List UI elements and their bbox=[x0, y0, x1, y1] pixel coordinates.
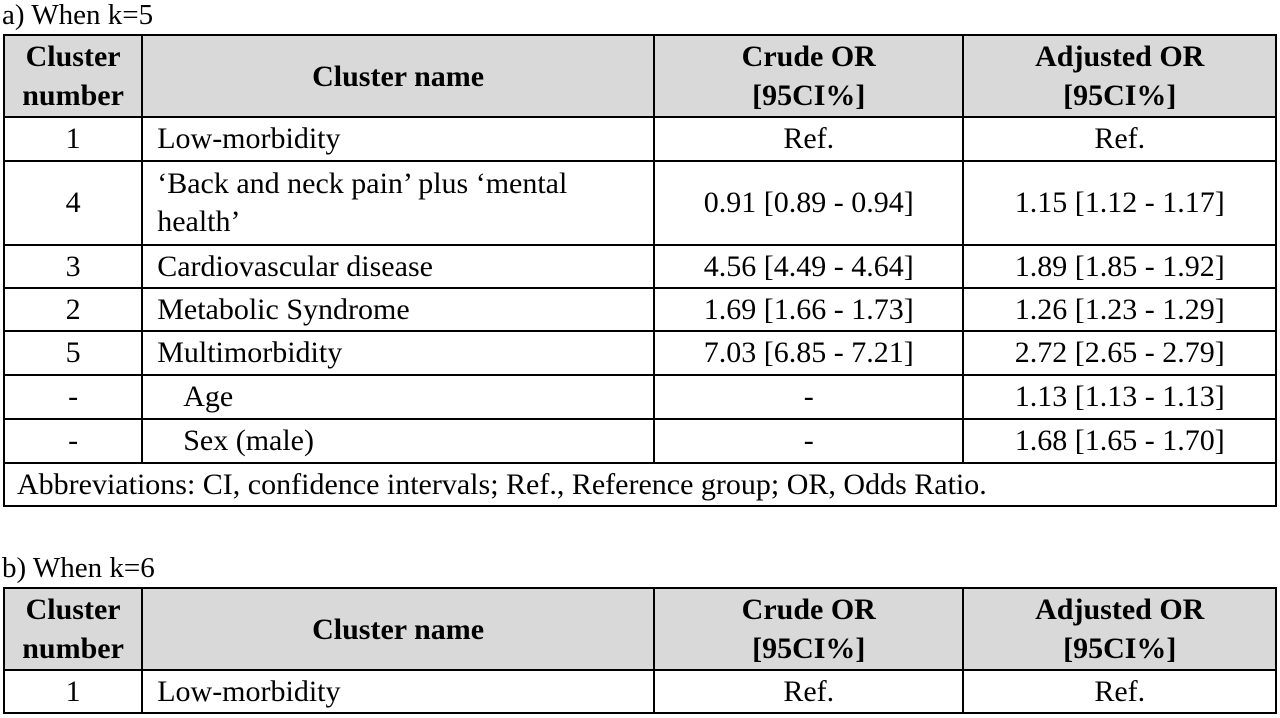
crude-or-cell: Ref. bbox=[654, 670, 963, 713]
table-row bbox=[4, 117, 1276, 161]
header-cluster-name: Cluster name bbox=[142, 35, 654, 117]
cluster-name-cell: Low-morbidity bbox=[142, 117, 654, 161]
adjusted-or-cell: 1.26 [1.23 - 1.29] bbox=[963, 288, 1276, 331]
cluster-number-cell: 1 bbox=[4, 117, 142, 161]
cluster-number-cell: - bbox=[4, 419, 142, 463]
adjusted-or-cell: 1.15 [1.12 - 1.17] bbox=[963, 161, 1276, 245]
cluster-number-cell: - bbox=[4, 375, 142, 419]
header-cluster-number: Cluster number bbox=[4, 588, 142, 670]
cluster-number-cell: 4 bbox=[4, 161, 142, 245]
adjusted-or-cell: Ref. bbox=[963, 117, 1276, 161]
table-header-row bbox=[4, 588, 1276, 670]
crude-or-cell: - bbox=[654, 419, 963, 463]
header-crude-or: Crude OR [95CI%] bbox=[654, 35, 963, 117]
table-a bbox=[3, 34, 1277, 507]
table-header-row bbox=[4, 35, 1276, 117]
table-a-caption: a) When k=5 bbox=[2, 0, 154, 31]
table-row bbox=[4, 331, 1276, 375]
cluster-number-cell: 2 bbox=[4, 288, 142, 331]
adjusted-or-cell: 1.68 [1.65 - 1.70] bbox=[963, 419, 1276, 463]
header-adjusted-or: Adjusted OR [95CI%] bbox=[963, 35, 1276, 117]
table-row bbox=[4, 419, 1276, 463]
crude-or-cell: 1.69 [1.66 - 1.73] bbox=[654, 288, 963, 331]
crude-or-cell: 4.56 [4.49 - 4.64] bbox=[654, 245, 963, 288]
cluster-name-cell: Cardiovascular disease bbox=[142, 245, 654, 288]
crude-or-cell: Ref. bbox=[654, 117, 963, 161]
cluster-name-cell: Low-morbidity bbox=[142, 670, 654, 713]
cluster-name-cell: Age bbox=[142, 375, 654, 419]
table-b-caption: b) When k=6 bbox=[2, 552, 155, 584]
crude-or-cell: 7.03 [6.85 - 7.21] bbox=[654, 331, 963, 375]
cluster-number-cell: 3 bbox=[4, 245, 142, 288]
header-cluster-name: Cluster name bbox=[142, 588, 654, 670]
cluster-name-cell: Metabolic Syndrome bbox=[142, 288, 654, 331]
cluster-name-cell: ‘Back and neck pain’ plus ‘mental health’ bbox=[142, 161, 654, 245]
adjusted-or-cell: 1.13 [1.13 - 1.13] bbox=[963, 375, 1276, 419]
table-row bbox=[4, 375, 1276, 419]
table-footnote-row bbox=[4, 463, 1276, 506]
table-b bbox=[3, 587, 1277, 714]
abbreviations-footnote: Abbreviations: CI, confidence intervals; Ref., Reference group; OR, Odds Ratio. bbox=[4, 463, 1276, 506]
table-row bbox=[4, 288, 1276, 331]
adjusted-or-cell: 1.89 [1.85 - 1.92] bbox=[963, 245, 1276, 288]
cluster-name-cell: Multimorbidity bbox=[142, 331, 654, 375]
crude-or-cell: - bbox=[654, 375, 963, 419]
adjusted-or-cell: Ref. bbox=[963, 670, 1276, 713]
cluster-name-cell: Sex (male) bbox=[142, 419, 654, 463]
header-crude-or: Crude OR [95CI%] bbox=[654, 588, 963, 670]
header-cluster-number: Cluster number bbox=[4, 35, 142, 117]
crude-or-cell: 0.91 [0.89 - 0.94] bbox=[654, 161, 963, 245]
table-row bbox=[4, 161, 1276, 245]
cluster-number-cell: 1 bbox=[4, 670, 142, 713]
header-adjusted-or: Adjusted OR [95CI%] bbox=[963, 588, 1276, 670]
table-row bbox=[4, 245, 1276, 288]
adjusted-or-cell: 2.72 [2.65 - 2.79] bbox=[963, 331, 1276, 375]
table-row bbox=[4, 670, 1276, 713]
cluster-number-cell: 5 bbox=[4, 331, 142, 375]
